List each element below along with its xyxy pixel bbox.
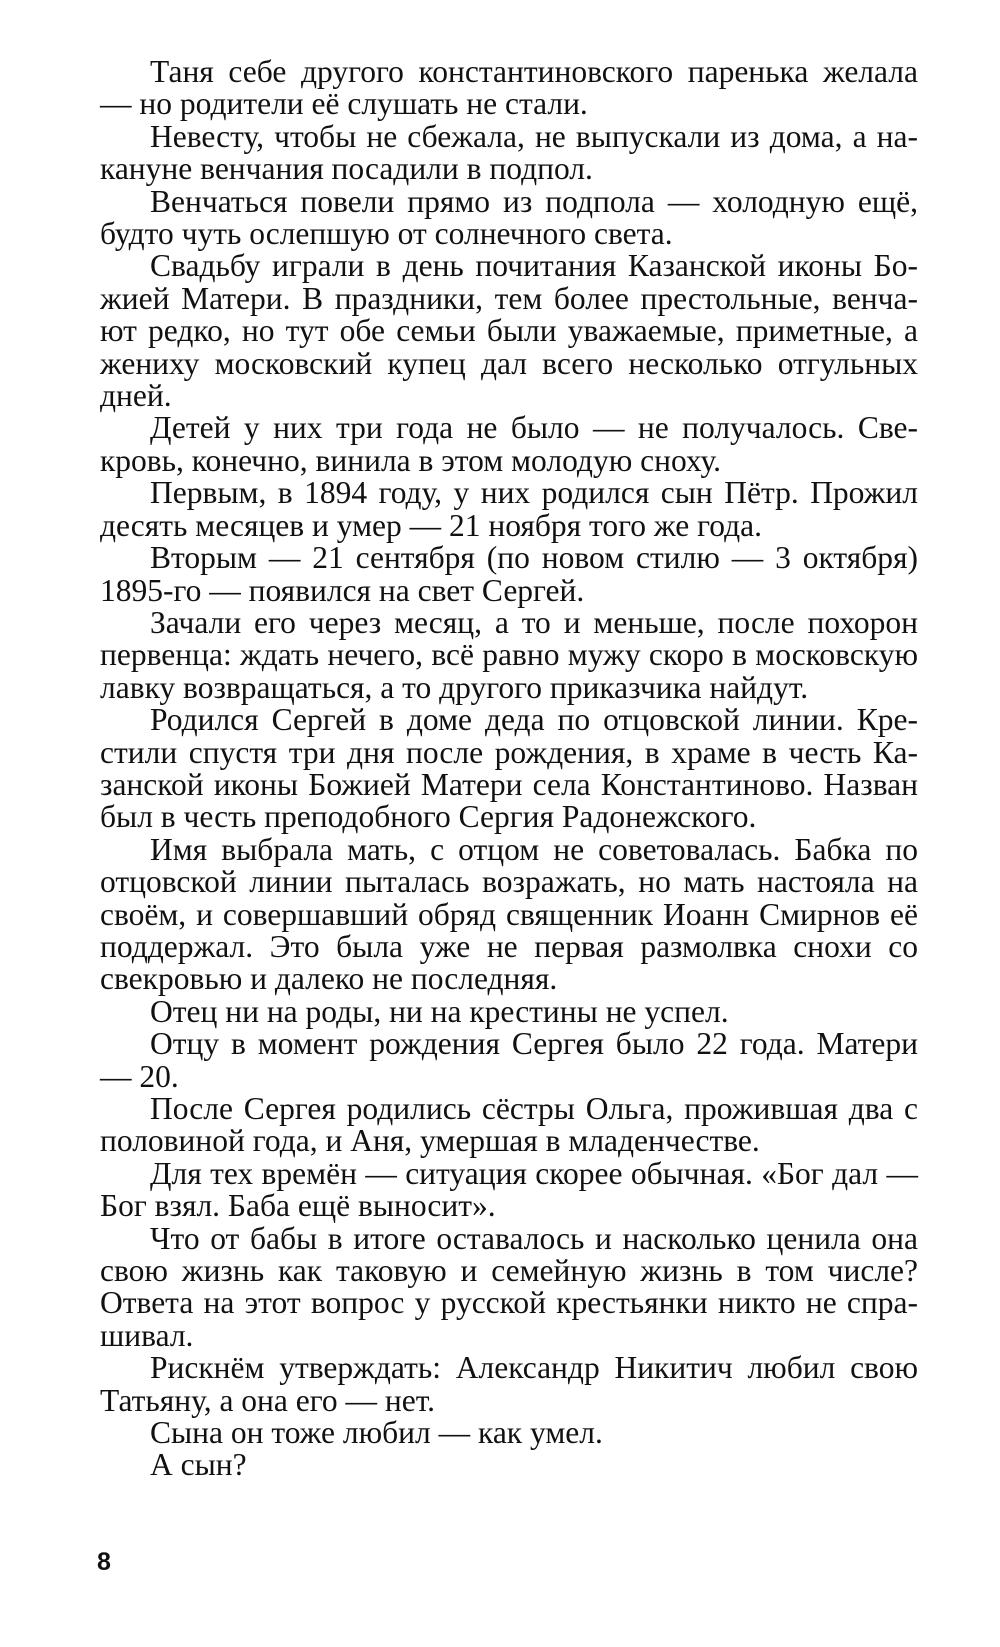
paragraph-1: Таня себе другого константиновского паренька желала — но родители её слушать не стали.	[100, 54, 918, 122]
paragraph-15: Что от бабы в итоге оставалось и насколько ценила она свою жизнь как таковую и семейную жизнь в том числе? Ответа на этот вопрос у русской крестьянки никто не спрашивал.	[100, 1220, 918, 1353]
paragraph-14: Для тех времён — ситуация скорее обычная. «Бог дал — Бог взял. Баба ещё выносит».	[100, 1155, 918, 1224]
paragraph-4: Свадьбу играли в день почитания Казанской иконы Божией Матери. В праздники, тем более престольные, венчают редко, но тут обе семьи были уважаемые, приметные, а жениху московский купец дал всего несколько отгульных дней.	[100, 248, 918, 414]
paragraph-10: Имя выбрала мать, с отцом не советовалась. Бабка по отцовской линии пыталась возражать, но мать настояла на своём, и совершавший обряд священник Иоанн Смирнов её поддержал. Это была уже не первая размолвка снохи со свекровью и далеко не последняя.	[100, 831, 918, 997]
paragraph-12: Отцу в момент рождения Сергея было 22 года. Матери — 20.	[100, 1026, 918, 1094]
paragraph-6: Первым, в 1894 году, у них родился сын Пётр. Прожил десять месяцев и умер — 21 ноября того же года.	[100, 475, 918, 543]
body-text	[100, 56, 918, 1482]
paragraph-7: Вторым — 21 сентября (по новом стилю — 3 октября) 1895-го — появился на свет Сергей.	[100, 540, 918, 608]
paragraph-9: Родился Сергей в доме деда по отцовской линии. Крестили спустя три дня после рождения, в храме в честь Казанской иконы Божией Матери села Константиново. Назван был в честь преподобного Сергия Радонежского.	[100, 702, 918, 835]
paragraph-11: Отец ни на роды, ни на крестины не успел.	[150, 993, 729, 1029]
paragraph-2: Невесту, чтобы не сбежала, не выпускали из дома, а накануне венчания посадили в подпол.	[100, 118, 918, 187]
page-number: 8	[97, 1548, 111, 1576]
paragraph-8: Зачали его через месяц, а то и меньше, после похорон первенца: ждать нечего, всё равно мужу скоро в московскую лавку возвращаться, а то другого приказчика найдут.	[100, 604, 918, 705]
paragraph-13: После Сергея родились сёстры Ольга, прожившая два с половиной года, и Аня, умершая в младенчестве.	[100, 1091, 918, 1159]
paragraph-5: Детей у них три года не было — не получалось. Свекровь, конечно, винила в этом молодую сноху.	[100, 410, 918, 478]
paragraph-3: Венчаться повели прямо из подпола — холодную ещё, будто чуть ослепшую от солнечного света.	[100, 183, 918, 252]
paragraph-17: Сына он тоже любил — как умел.	[150, 1415, 603, 1451]
paragraph-16: Рискнём утверждать: Александр Никитич любил свою Татьяну, а она его — нет.	[100, 1350, 918, 1418]
paragraph-18: А сын?	[150, 1447, 247, 1483]
